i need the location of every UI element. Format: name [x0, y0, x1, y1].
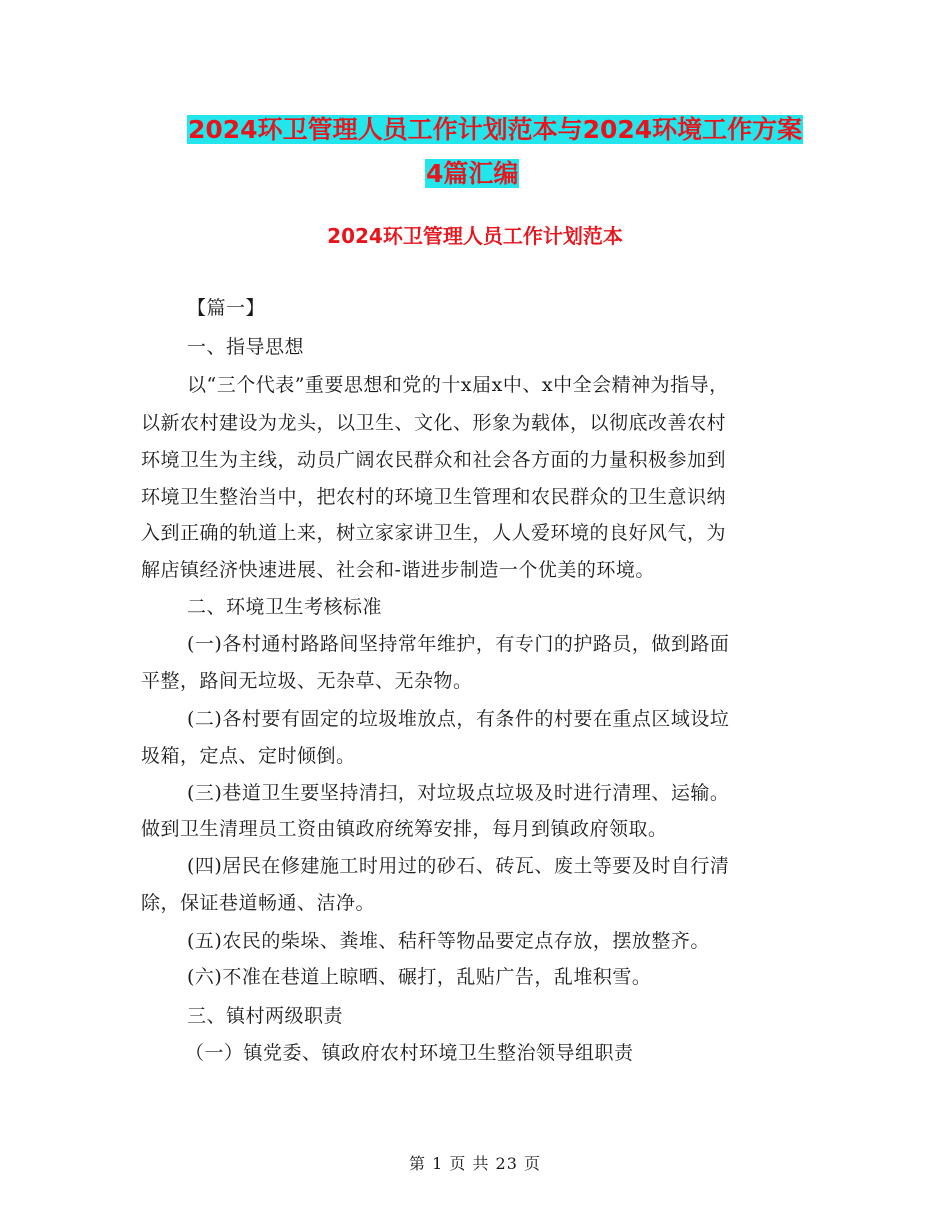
paragraph-line: (五)农民的柴垛、粪堆、秸秆等物品要定点存放，摆放整齐。: [187, 930, 710, 952]
paragraph-line: 做到卫生清理员工资由镇政府统筹安排，每月到镇政府领取。: [141, 818, 668, 840]
part-heading: 【篇一】: [187, 297, 266, 319]
paragraph-line: 以新农村建设为龙头，以卫生、文化、形象为载体，以彻底改善农村: [141, 412, 727, 434]
paragraph-line: (四)居民在修建施工时用过的砂石、砖瓦、废土等要及时自行清: [187, 855, 730, 877]
paragraph-line: 环境卫生整治当中，把农村的环境卫生管理和农民群众的卫生意识纳: [141, 486, 727, 508]
page-footer: 第 1 页 共 23 页: [409, 1154, 541, 1173]
paragraph-line: (六)不准在巷道上晾晒、碾打，乱贴广告，乱堆积雪。: [187, 966, 652, 988]
paragraph-line: 入到正确的轨道上来，树立家家讲卫生，人人爱环境的良好风气，为: [141, 522, 727, 544]
paragraph-line: (一)各村通村路路间坚持常年维护，有专门的护路员，做到路面: [187, 633, 730, 655]
paragraph-line: (二)各村要有固定的垃圾堆放点，有条件的村要在重点区域设垃: [187, 708, 730, 730]
heading-assessment-standards: 二、环境卫生考核标准: [187, 596, 383, 618]
paragraph-line: 以“三个代表”重要思想和党的十x届x中、x中全会精神为指导，: [187, 374, 729, 396]
paragraph-line: 解店镇经济快速进展、社会和-谐进步制造一个优美的环境。: [141, 559, 655, 581]
title-highlight: 2024环卫管理人员工作计划范本与2024环境工作方案: [188, 115, 803, 144]
document-title-line-2: [425, 158, 519, 190]
section-title: 2024环卫管理人员工作计划范本: [327, 224, 623, 248]
paragraph-line: 平整，路间无垃圾、无杂草、无杂物。: [141, 670, 473, 692]
paragraph-line: 环境卫生为主线，动员广阔农民群众和社会各方面的力量积极参加到: [141, 449, 727, 471]
document-title-line-1: [187, 114, 803, 146]
heading-responsibilities: 三、镇村两级职责: [187, 1005, 344, 1027]
paragraph-line: (三)巷道卫生要坚持清扫，对垃圾点垃圾及时进行清理、运输。: [187, 782, 730, 804]
paragraph-line: 圾箱，定点、定时倾倒。: [141, 745, 356, 767]
heading-guiding-thought: 一、指导思想: [187, 336, 305, 358]
subheading-leadership-group: （一）镇党委、镇政府农村环境卫生整治领导组职责: [185, 1042, 634, 1064]
paragraph-line: 除，保证巷道畅通、洁净。: [141, 892, 376, 914]
title-highlight: 4篇汇编: [426, 159, 519, 188]
